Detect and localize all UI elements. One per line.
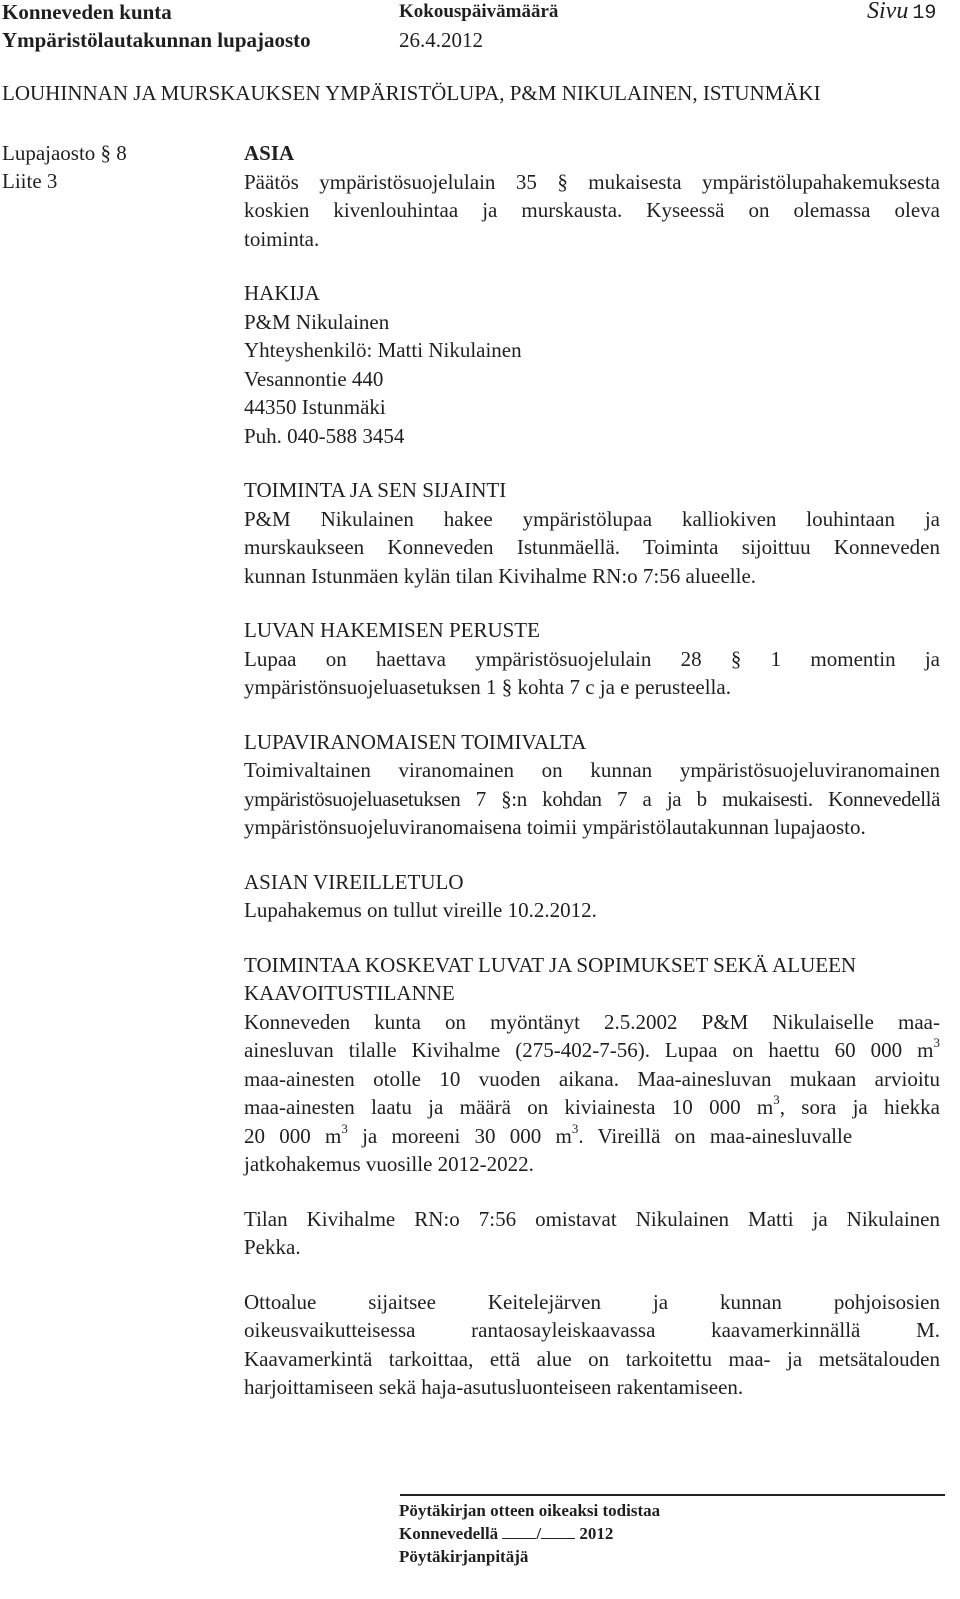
body-line: Tilan Kivihalme RN:o 7:56 omistavat Nikulainen Matti ja Nikulainen <box>244 1206 940 1231</box>
document-body <box>244 139 940 1428</box>
body-line: Lupaa on haettava ympäristösuojelulain 28 § 1 momentin ja <box>244 646 940 671</box>
body-line: Vesannontie 440 <box>244 366 384 391</box>
section-peruste <box>244 616 940 702</box>
section-heading: TOIMINTAA KOSKEVAT LUVAT JA SOPIMUKSET SEKÄ ALUEEN <box>244 952 857 977</box>
certification-text: Pöytäkirjan otteen oikeaksi todistaa <box>399 1501 661 1520</box>
body-line: Puh. 040-588 3454 <box>244 423 405 448</box>
body-line: ympäristösuojeluasetuksen 7 §:n kohdan 7 a ja b mukaisesti. Konnevedellä <box>244 786 940 811</box>
body-line: ympäristönsuojeluviranomaisena toimii ympäristölautakunnan lupajaosto. <box>244 815 866 839</box>
body-line <box>244 1036 940 1065</box>
committee-name: Ympäristölautakunnan lupajaosto <box>2 28 311 52</box>
body-line: ympäristönsuojeluasetuksen 1 § kohta 7 c ja e perusteella. <box>244 675 731 699</box>
section-heading: LUPAVIRANOMAISEN TOIMIVALTA <box>244 729 587 754</box>
body-text: ja moreeni 30 000 m <box>347 1123 572 1148</box>
body-text: 20 000 m <box>244 1123 342 1148</box>
footer-divider <box>400 1494 945 1496</box>
place-name: Konnevedellä <box>399 1524 499 1543</box>
page-indicator <box>867 0 936 25</box>
body-line: harjoittamiseen sekä haja-asutusluonteiseen rakentamiseen. <box>244 1375 744 1399</box>
document-type-label: Kokouspäivämäärä <box>399 1 559 22</box>
signatory-label: Pöytäkirjanpitäjä <box>399 1547 529 1566</box>
body-line: maa-ainesten otolle 10 vuoden aikana. Maa-ainesluvan mukaan arvioitu <box>244 1066 940 1091</box>
body-line <box>244 1122 940 1151</box>
place-date-line <box>399 1523 613 1545</box>
section-toimivalta <box>244 728 940 842</box>
section-heading: ASIAN VIREILLETULO <box>244 869 464 894</box>
section-heading: KAAVOITUSTILANNE <box>244 981 455 1005</box>
section-toiminta <box>244 476 940 590</box>
year-text: 2012 <box>579 1524 614 1543</box>
month-blank <box>541 1524 575 1539</box>
body-text: maa-ainesten laatu ja määrä on kiviainesta 10 000 m <box>244 1095 774 1119</box>
body-line: P&M Nikulainen hakee ympäristölupaa kalliokiven louhintaan ja <box>244 506 940 531</box>
exponent: 3 <box>933 1035 940 1050</box>
section-vireilletulo <box>244 868 940 925</box>
body-line: Kaavamerkintä tarkoittaa, että alue on tarkoitettu maa- ja metsätalouden <box>244 1346 940 1371</box>
body-line: Toimivaltainen viranomainen on kunnan ympäristösuojeluviranomainen <box>244 758 940 782</box>
body-line: kunnan Istunmäen kylän tilan Kivihalme RN:o 7:56 alueelle. <box>244 563 757 588</box>
section-heading: TOIMINTA JA SEN SIJAINTI <box>244 478 507 502</box>
exponent: 3 <box>571 1120 579 1136</box>
section-omistajat <box>244 1205 940 1262</box>
section-luvat <box>244 951 940 1179</box>
body-line: Lupahakemus on tullut vireille 10.2.2012. <box>244 898 597 922</box>
section-heading: ASIA <box>244 141 295 165</box>
body-line: koskien kivenlouhintaa ja murskausta. Kyseessä on olemassa oleva <box>244 198 940 222</box>
day-blank <box>502 1524 536 1539</box>
body-text: ainesluvan tilalle Kivihalme (275-402-7-56). Lupaa on haettu 60 000 m <box>244 1038 934 1062</box>
document-title: LOUHINNAN JA MURSKAUKSEN YMPÄRISTÖLUPA, P&M NIKULAINEN, ISTUNMÄKI <box>2 81 821 105</box>
body-line: 44350 Istunmäki <box>244 395 386 419</box>
section-heading: LUVAN HAKEMISEN PERUSTE <box>244 618 540 642</box>
section-reference: Lupajaosto § 8 <box>2 141 127 165</box>
body-text: . Vireillä on maa-ainesluvalle <box>578 1123 853 1148</box>
section-kaavoitus <box>244 1288 940 1402</box>
body-text: , sora ja hiekka <box>779 1095 940 1119</box>
page-number: 19 <box>912 2 937 25</box>
attachment-label: Liite 3 <box>2 169 58 193</box>
body-line: oikeusvaikutteisessa rantaosayleiskaavassa kaavamerkinnällä M. <box>244 1318 940 1342</box>
section-asia <box>244 139 940 253</box>
body-line: P&M Nikulainen <box>244 309 390 334</box>
body-line <box>244 1093 940 1122</box>
meeting-date: 26.4.2012 <box>399 28 483 52</box>
page-label: Sivu <box>867 0 909 24</box>
exponent: 3 <box>773 1092 780 1107</box>
section-hakija <box>244 279 940 450</box>
body-line: jatkohakemus vuosille 2012-2022. <box>244 1152 534 1176</box>
date-slash: / <box>536 1524 542 1543</box>
section-heading: HAKIJA <box>244 281 320 305</box>
body-line: Ottoalue sijaitsee Keitelejärven ja kunnan pohjoisosien <box>244 1289 940 1314</box>
municipality-name: Konneveden kunta <box>2 0 172 24</box>
body-line: Konneveden kunta on myöntänyt 2.5.2002 P&M Nikulaiselle maa- <box>244 1009 940 1034</box>
body-line: toiminta. <box>244 226 320 251</box>
body-line: Yhteyshenkilö: Matti Nikulainen <box>244 338 522 362</box>
body-line: Pekka. <box>244 1235 301 1259</box>
body-line: Päätös ympäristösuojelulain 35 § mukaisesta ympäristölupahakemuksesta <box>244 169 940 194</box>
exponent: 3 <box>341 1120 348 1136</box>
body-line: murskaukseen Konneveden Istunmäellä. Toiminta sijoittuu Konneveden <box>244 535 940 559</box>
